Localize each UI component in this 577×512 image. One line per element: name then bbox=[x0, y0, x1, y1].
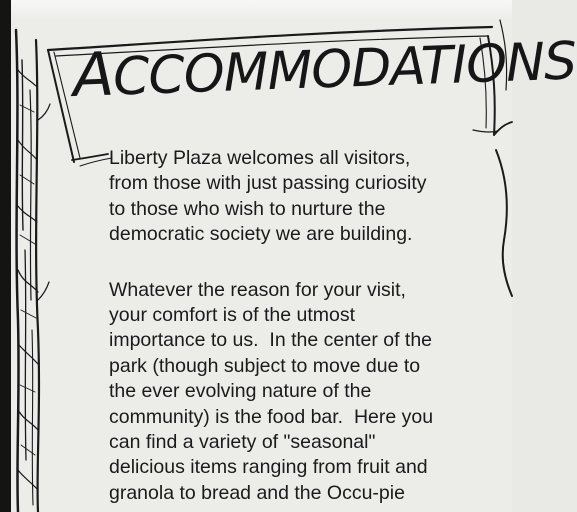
page-title: ACCOMMODATIONS bbox=[71, 31, 577, 111]
text-line: your comfort is of the utmost bbox=[109, 304, 356, 327]
text-line: Liberty Plaza welcomes all visitors, bbox=[109, 147, 411, 169]
paragraph-spacer bbox=[109, 248, 509, 278]
article-body bbox=[109, 146, 509, 506]
text-line: democratic society we are building. bbox=[109, 223, 413, 246]
title-initial-letter: A bbox=[71, 39, 115, 111]
text-line: the ever evolving nature of the bbox=[109, 380, 372, 403]
text-line: from those with just passing curiosity bbox=[109, 172, 427, 195]
text-line: to those who wish to nurture the bbox=[109, 197, 386, 220]
paragraph-welcome bbox=[109, 146, 509, 248]
text-line: park (though subject to move due to bbox=[109, 354, 421, 377]
text-line: community) is the food bar. Here you bbox=[109, 405, 434, 428]
paragraph-comfort bbox=[109, 278, 509, 507]
text-line: can find a variety of "seasonal" bbox=[109, 431, 376, 454]
text-line: delicious items ranging from fruit and bbox=[109, 456, 428, 479]
tree-trunk-drawing bbox=[16, 30, 50, 512]
text-line: Whatever the reason for your visit, bbox=[109, 278, 406, 301]
text-line: importance to us. In the center of the bbox=[109, 329, 433, 352]
text-line: granola to bread and the Occu-pie bbox=[109, 481, 405, 504]
